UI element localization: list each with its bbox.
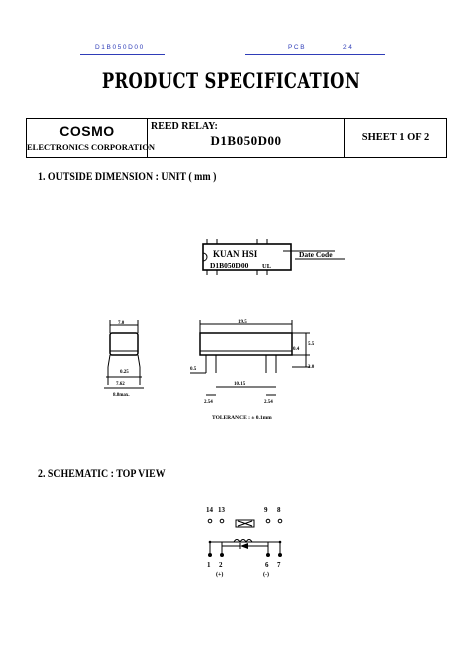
pin-6-label: 6 xyxy=(265,561,269,569)
sheet-cell xyxy=(345,119,447,158)
marking-line1: KUAN HSI xyxy=(213,249,258,259)
section-1-heading: 1. OUTSIDE DIMENSION : UNIT ( mm ) xyxy=(38,171,217,183)
dim-row-spacing: 7.62 xyxy=(116,382,125,387)
top-view-drawing xyxy=(195,235,355,285)
product-type: REED RELAY: xyxy=(151,121,218,132)
side-view-drawing xyxy=(190,315,325,425)
company-subtitle: ELECTRONICS CORPORATION xyxy=(27,142,156,152)
dim-width: 7.0 xyxy=(118,321,125,326)
marking-line2: D1B050D00 xyxy=(210,261,249,270)
end-view-drawing xyxy=(100,315,160,400)
positive-polarity: (+) xyxy=(216,572,224,578)
pin-14-label: 14 xyxy=(206,506,213,514)
sheet-number: SHEET 1 OF 2 xyxy=(361,132,430,143)
pin-2-label: 2 xyxy=(219,561,223,569)
pcb-link[interactable]: PCB xyxy=(288,44,307,51)
ul-mark-icon: UL xyxy=(262,263,272,270)
company-logo: COSMO xyxy=(59,123,115,139)
dim-body-height: 5.5 xyxy=(308,342,315,347)
dim-pitch-left: 2.54 xyxy=(204,400,213,405)
negative-polarity: (-) xyxy=(263,572,269,578)
doc-link[interactable]: D1B050D00 xyxy=(95,44,145,51)
tolerance-note: TOLERANCE : ± 0.1mm xyxy=(212,415,272,421)
section-2-heading: 2. SCHEMATIC : TOP VIEW xyxy=(38,468,166,480)
pin-8-label: 8 xyxy=(277,506,281,514)
pin-7-label: 7 xyxy=(277,561,281,569)
pcb-number[interactable]: 24 xyxy=(343,44,354,51)
pin-9-label: 9 xyxy=(264,506,268,514)
dim-lead-width: 0.5 xyxy=(190,367,197,372)
pcb-link-underline xyxy=(245,54,385,55)
product-cell xyxy=(148,119,345,158)
schematic-drawing xyxy=(198,502,294,582)
pin-13-label: 13 xyxy=(218,506,225,514)
dim-standoff: 0.4 xyxy=(293,347,300,352)
pin-1-label: 1 xyxy=(207,561,211,569)
diode-icon xyxy=(240,543,248,549)
date-code-label: Date Code xyxy=(299,250,333,259)
spec-table xyxy=(26,118,447,158)
company-cell xyxy=(27,119,156,158)
doc-link-underline xyxy=(80,54,165,55)
dim-span: 10.15 xyxy=(234,382,246,387)
dim-lead-length: 3.0 xyxy=(308,365,315,370)
dim-max-width: 8.8max. xyxy=(113,393,130,398)
dim-pitch-right: 2.54 xyxy=(264,400,273,405)
part-number: D1B050D00 xyxy=(210,133,282,148)
dim-pin-thickness: 0.25 xyxy=(120,370,129,375)
dim-length: 19.5 xyxy=(238,320,247,325)
page-title: PRODUCT SPECIFICATION xyxy=(101,68,361,93)
